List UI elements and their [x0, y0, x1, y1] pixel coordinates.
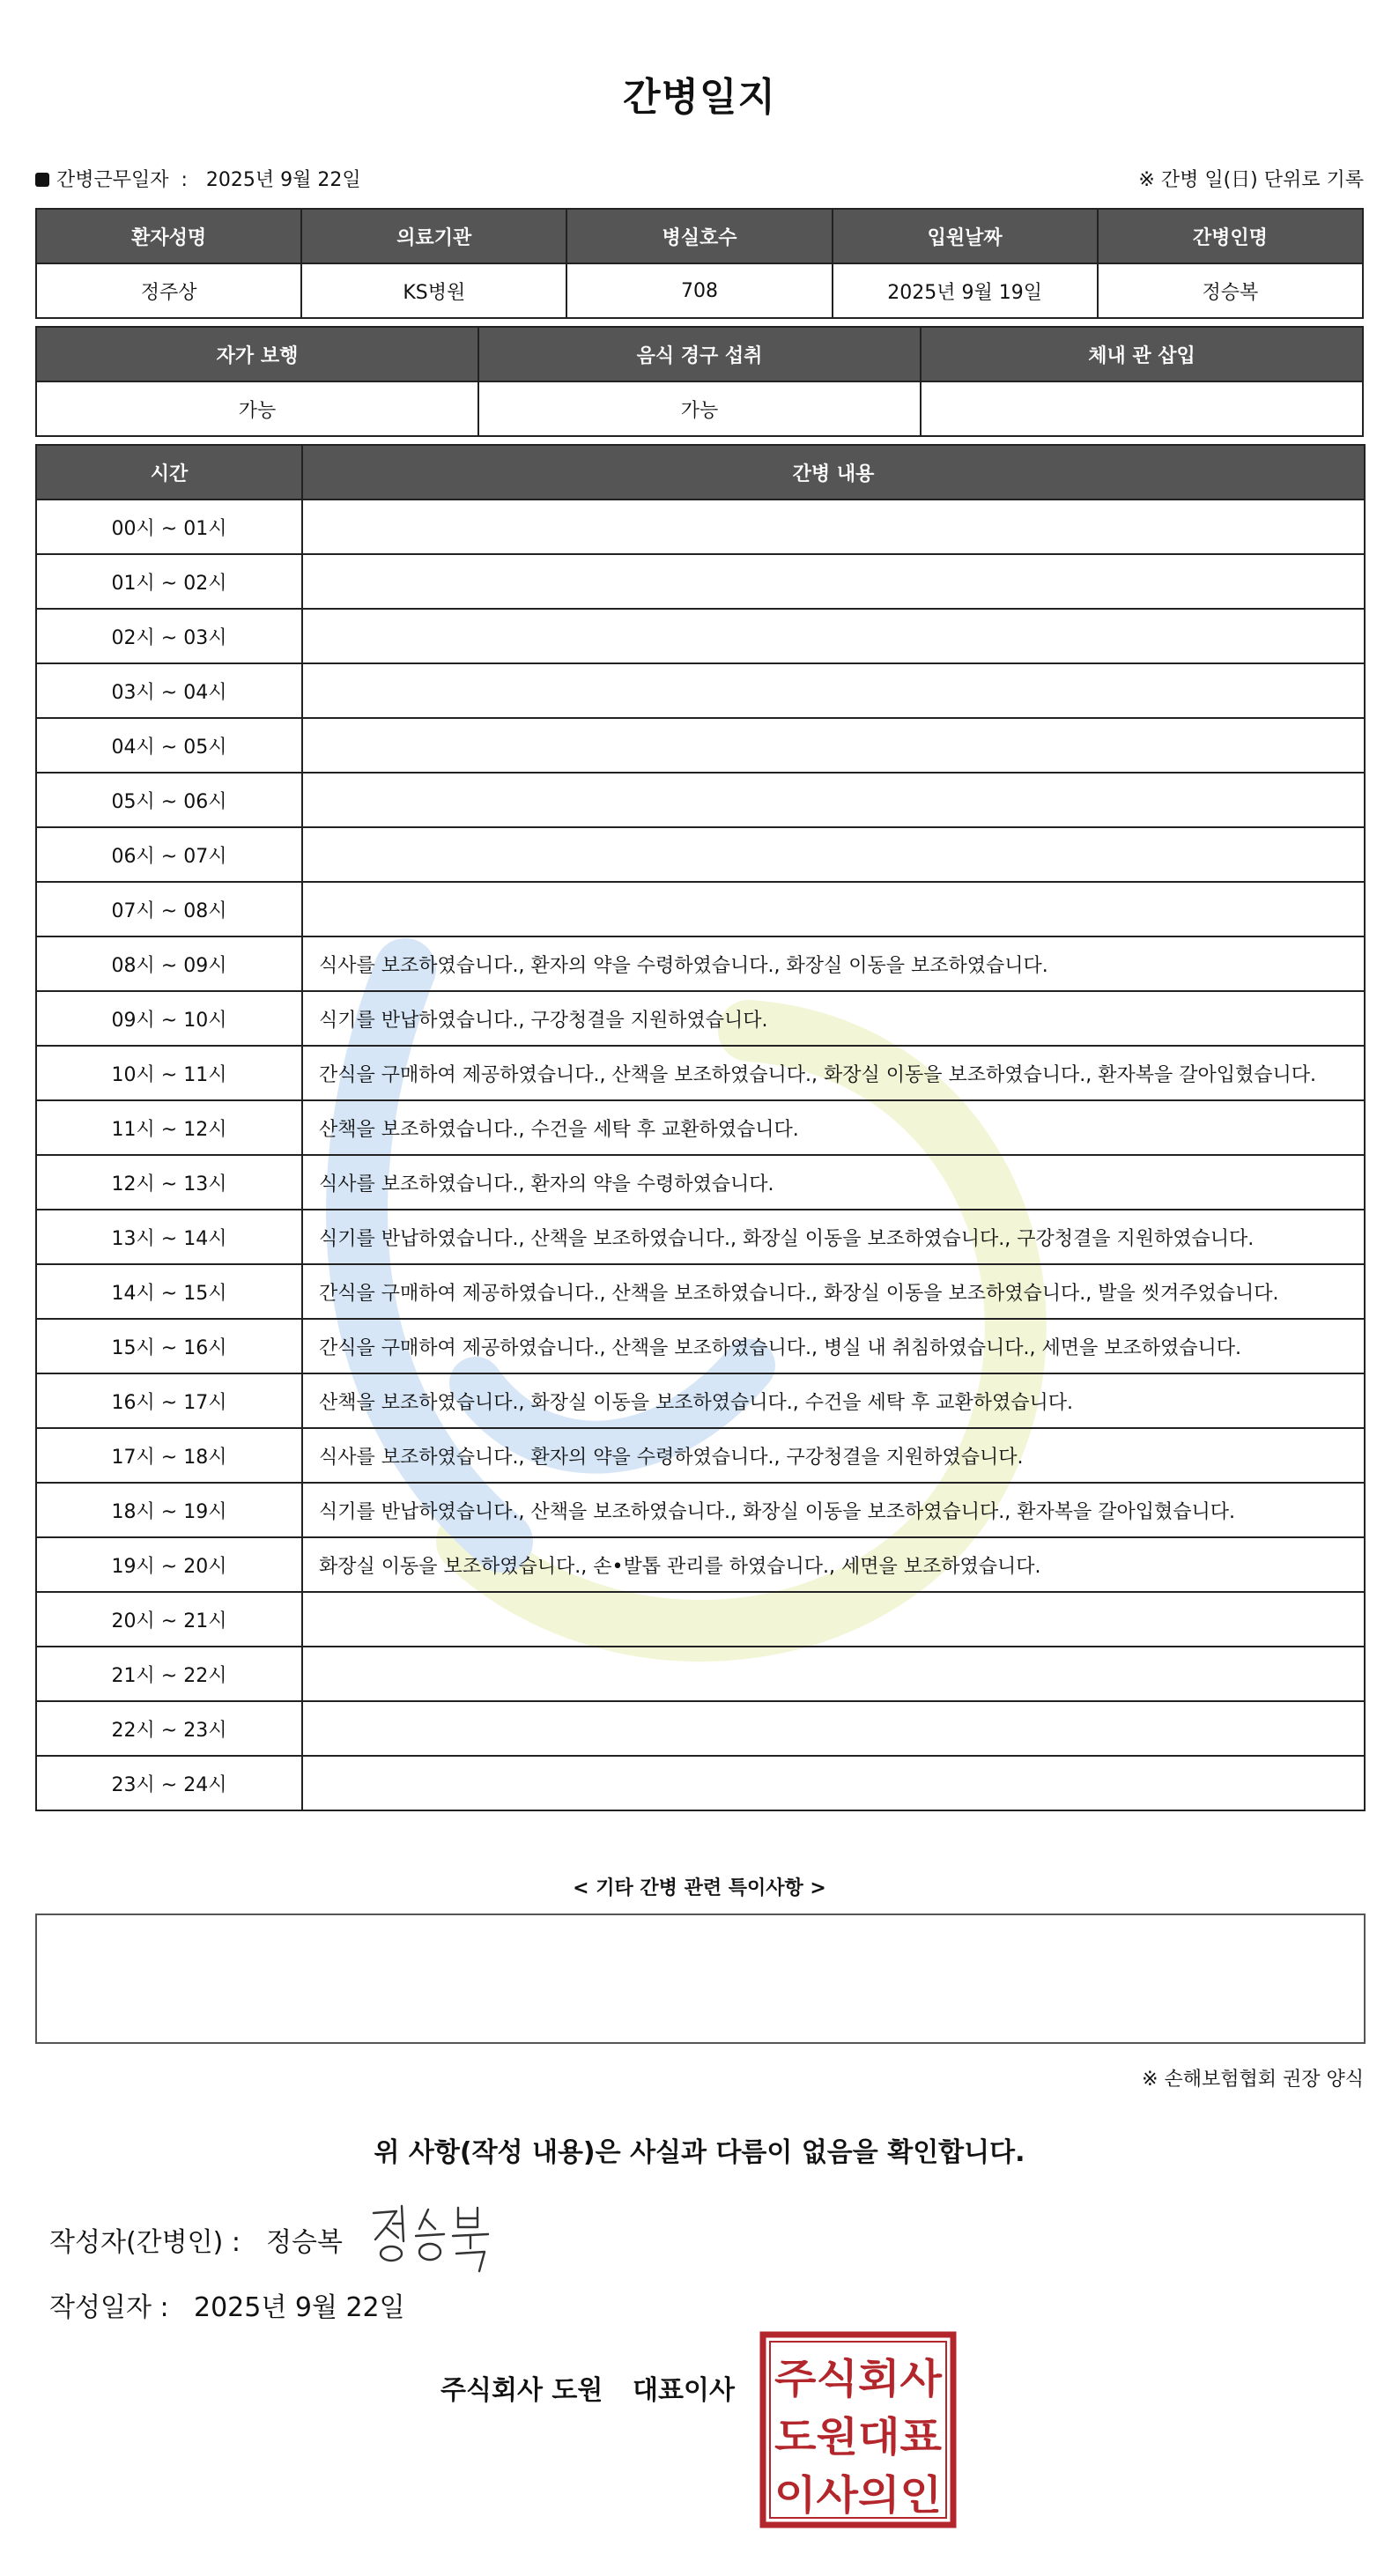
- time-cell: 05시 ~ 06시: [36, 773, 302, 827]
- document-title: 간병일지: [622, 75, 776, 120]
- table-row: [36, 1428, 1365, 1483]
- care-content-cell: 식사를 보조하였습니다., 환자의 약을 수령하였습니다., 화장실 이동을 보조하였습니다.: [302, 936, 1365, 991]
- work-date-line: [35, 165, 361, 192]
- care-content-cell: [302, 718, 1365, 773]
- patient-info-table: [35, 208, 1364, 319]
- room-number: 708: [566, 263, 832, 318]
- time-cell: 03시 ~ 04시: [36, 663, 302, 718]
- care-content-cell: 식사를 보조하였습니다., 환자의 약을 수령하였습니다., 구강청결을 지원하였습니다.: [302, 1428, 1365, 1483]
- company-seal: [759, 2331, 957, 2528]
- care-content-cell: [302, 663, 1365, 718]
- seal-text-line: 도원대표: [774, 2413, 943, 2461]
- author-label: 작성자(간병인) :: [49, 2227, 241, 2258]
- header-caregiver: 간병인명: [1098, 209, 1363, 263]
- care-content-cell: [302, 1647, 1365, 1701]
- table-row: [36, 500, 1365, 554]
- table-row: [36, 554, 1365, 609]
- care-content-cell: 식기를 반납하였습니다., 구강청결을 지원하였습니다.: [302, 991, 1365, 1046]
- table-row: [36, 1537, 1365, 1592]
- ceo-title: 대표이사: [633, 2375, 735, 2406]
- time-cell: 08시 ~ 09시: [36, 936, 302, 991]
- ability-header-row: [36, 327, 1363, 381]
- table-row: [36, 1647, 1365, 1701]
- table-row: [36, 609, 1365, 663]
- confirmation-statement: 위 사항(작성 내용)은 사실과 다름이 없음을 확인합니다.: [374, 2137, 1025, 2168]
- table-row: [36, 1100, 1365, 1155]
- care-content-cell: [302, 882, 1365, 936]
- work-date-separator: :: [181, 169, 188, 191]
- care-content-cell: 간식을 구매하여 제공하였습니다., 산책을 보조하였습니다., 화장실 이동을 보조하였습니다., 환자복을 갈아입혔습니다.: [302, 1046, 1365, 1100]
- time-cell: 22시 ~ 23시: [36, 1701, 302, 1756]
- table-row: [36, 936, 1365, 991]
- header-oral-intake: 음식 경구 섭취: [478, 327, 921, 381]
- time-cell: 15시 ~ 16시: [36, 1319, 302, 1373]
- unit-note: ※ 간병 일(日) 단위로 기록: [1138, 169, 1364, 191]
- table-row: [36, 1483, 1365, 1537]
- table-row: [36, 1046, 1365, 1100]
- header-time: 시간: [36, 445, 302, 500]
- handwritten-signature: [366, 2197, 516, 2276]
- time-cell: 20시 ~ 21시: [36, 1592, 302, 1647]
- time-cell: 21시 ~ 22시: [36, 1647, 302, 1701]
- care-content-cell: [302, 773, 1365, 827]
- time-cell: 02시 ~ 03시: [36, 609, 302, 663]
- care-content-cell: [302, 1701, 1365, 1756]
- work-date-value: 2025년 9월 22일: [205, 169, 361, 191]
- care-content-cell: [302, 609, 1365, 663]
- table-row: [36, 1701, 1365, 1756]
- care-content-cell: 식기를 반납하였습니다., 산책을 보조하였습니다., 화장실 이동을 보조하였습니다., 구강청결을 지원하였습니다.: [302, 1210, 1365, 1264]
- time-cell: 10시 ~ 11시: [36, 1046, 302, 1100]
- caregiver-name: 정승복: [1098, 263, 1363, 318]
- table-row: [36, 1319, 1365, 1373]
- remarks-box: [35, 1913, 1366, 2044]
- patient-name: 정주상: [36, 263, 301, 318]
- time-cell: 14시 ~ 15시: [36, 1264, 302, 1319]
- time-cell: 00시 ~ 01시: [36, 500, 302, 554]
- header-admission-date: 입원날짜: [833, 209, 1098, 263]
- care-content-cell: [302, 827, 1365, 882]
- seal-text-line: 이사의인: [774, 2471, 942, 2519]
- remarks-title: < 기타 간병 관련 특이사항 >: [573, 1877, 826, 1899]
- care-content-cell: 식사를 보조하였습니다., 환자의 약을 수령하였습니다.: [302, 1155, 1365, 1210]
- time-cell: 12시 ~ 13시: [36, 1155, 302, 1210]
- patient-value-row: [36, 263, 1363, 318]
- care-content-cell: [302, 500, 1365, 554]
- table-row: [36, 1373, 1365, 1428]
- header-care-content: 간병 내용: [302, 445, 1365, 500]
- table-row: [36, 882, 1365, 936]
- table-row: [36, 1592, 1365, 1647]
- care-content-cell: [302, 1592, 1365, 1647]
- walking-value: 가능: [36, 381, 478, 436]
- ability-value-row: [36, 381, 1363, 436]
- table-row: [36, 1264, 1365, 1319]
- table-row: [36, 1210, 1365, 1264]
- table-row: [36, 663, 1365, 718]
- hospital-name: KS병원: [301, 263, 566, 318]
- care-content-cell: 산책을 보조하였습니다., 수건을 세탁 후 교환하였습니다.: [302, 1100, 1365, 1155]
- written-date-value: 2025년 9월 22일: [194, 2292, 405, 2323]
- time-cell: 13시 ~ 14시: [36, 1210, 302, 1264]
- time-cell: 04시 ~ 05시: [36, 718, 302, 773]
- time-cell: 06시 ~ 07시: [36, 827, 302, 882]
- table-row: [36, 1155, 1365, 1210]
- time-cell: 11시 ~ 12시: [36, 1100, 302, 1155]
- work-date-label: 간병근무일자: [56, 169, 169, 191]
- log-body: [36, 500, 1365, 1810]
- header-hospital: 의료기관: [301, 209, 566, 263]
- time-cell: 07시 ~ 08시: [36, 882, 302, 936]
- table-row: [36, 718, 1365, 773]
- time-cell: 18시 ~ 19시: [36, 1483, 302, 1537]
- patient-header-row: [36, 209, 1363, 263]
- care-content-cell: 간식을 구매하여 제공하였습니다., 산책을 보조하였습니다., 병실 내 취침하였습니다., 세면을 보조하였습니다.: [302, 1319, 1365, 1373]
- table-row: [36, 991, 1365, 1046]
- header-patient-name: 환자성명: [36, 209, 301, 263]
- time-cell: 17시 ~ 18시: [36, 1428, 302, 1483]
- care-content-cell: 산책을 보조하였습니다., 화장실 이동을 보조하였습니다., 수건을 세탁 후 교환하였습니다.: [302, 1373, 1365, 1428]
- care-content-cell: [302, 554, 1365, 609]
- time-cell: 09시 ~ 10시: [36, 991, 302, 1046]
- time-cell: 19시 ~ 20시: [36, 1537, 302, 1592]
- header-tube-insertion: 체내 관 삽입: [921, 327, 1363, 381]
- author-name: 정승복: [266, 2227, 343, 2258]
- header-room: 병실호수: [566, 209, 832, 263]
- written-date-label: 작성일자 :: [49, 2292, 169, 2323]
- care-content-cell: 간식을 구매하여 제공하였습니다., 산책을 보조하였습니다., 화장실 이동을 보조하였습니다., 발을 씻겨주었습니다.: [302, 1264, 1365, 1319]
- time-cell: 01시 ~ 02시: [36, 554, 302, 609]
- square-bullet-icon: [35, 173, 49, 187]
- table-row: [36, 1756, 1365, 1810]
- table-row: [36, 773, 1365, 827]
- header-walking: 자가 보행: [36, 327, 478, 381]
- care-content-cell: 식기를 반납하였습니다., 산책을 보조하였습니다., 화장실 이동을 보조하였습니다., 환자복을 갈아입혔습니다.: [302, 1483, 1365, 1537]
- care-content-cell: [302, 1756, 1365, 1810]
- table-row: [36, 827, 1365, 882]
- tube-insertion-value: [921, 381, 1363, 436]
- log-header-row: [36, 445, 1365, 500]
- time-cell: 16시 ~ 17시: [36, 1373, 302, 1428]
- ability-table: [35, 326, 1364, 437]
- care-content-cell: 화장실 이동을 보조하였습니다., 손•발톱 관리를 하였습니다., 세면을 보조하였습니다.: [302, 1537, 1365, 1592]
- seal-text-line: 주식회사: [774, 2355, 943, 2402]
- admission-date: 2025년 9월 19일: [833, 263, 1098, 318]
- care-log-table: [35, 444, 1366, 1811]
- oral-intake-value: 가능: [478, 381, 921, 436]
- association-note: ※ 손해보험협회 권장 양식: [1142, 2069, 1364, 2091]
- company-name: 주식회사 도원: [440, 2375, 603, 2406]
- time-cell: 23시 ~ 24시: [36, 1756, 302, 1810]
